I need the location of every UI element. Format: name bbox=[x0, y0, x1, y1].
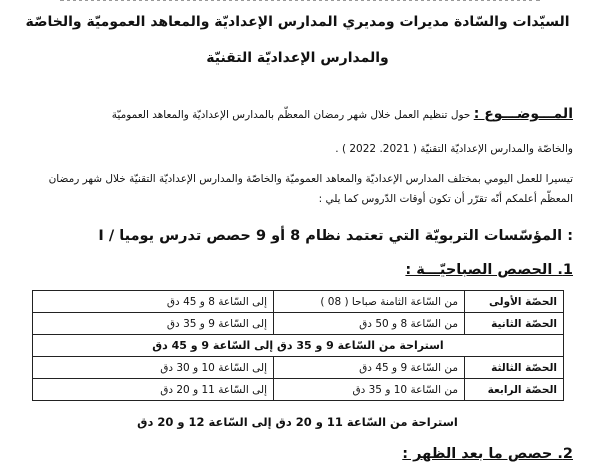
session-to: إلى السّاعة 11 و 20 دق bbox=[33, 379, 274, 401]
morning-title: 1. الحصص الصباحيّـــة : bbox=[405, 262, 573, 278]
intro-line-1: تيسيرا للعمل اليومي بمختلف المدارس الإعداديّة والمعاهد العموميّة والخاصّة والمدارس الإعداديّة التقنيّة خلال شهر رمضان bbox=[48, 173, 573, 185]
session-from: من السّاعة 10 و 35 دق bbox=[274, 379, 465, 401]
intro-line-2: المعظّم أعلمكم أنّه تقرّر أن تكون أوقات الدّروس كما يلي : bbox=[318, 193, 573, 205]
subject-paragraph bbox=[22, 106, 573, 122]
session-name: الحصّة الرابعة bbox=[465, 379, 564, 401]
table-row bbox=[33, 313, 564, 335]
session-name: الحصّة الأولى bbox=[465, 291, 564, 313]
table-row bbox=[33, 291, 564, 313]
session-from: من السّاعة 9 و 45 دق bbox=[274, 357, 465, 379]
morning-schedule-table bbox=[32, 290, 564, 401]
table-row-break bbox=[33, 335, 564, 357]
subject-line-1: حول تنظيم العمل خلال شهر رمضان المعظّم بالمدارس الإعداديّة والمعاهد العموميّة bbox=[111, 109, 471, 121]
clipped-top-text bbox=[60, 0, 540, 2]
table-row bbox=[33, 379, 564, 401]
section-1-title: I / المؤسّسات التربويّة التي تعتمد نظام 8 أو 9 حصص تدرس يوميا : bbox=[98, 228, 573, 244]
session-name: الحصّة الثالثة bbox=[465, 357, 564, 379]
session-to: إلى السّاعة 10 و 30 دق bbox=[33, 357, 274, 379]
afternoon-title: 2. حصص ما بعد الظهر : bbox=[402, 446, 573, 462]
session-from: من السّاعة 8 و 50 دق bbox=[274, 313, 465, 335]
addressee-line-2: والمدارس الإعداديّة التقنيّة bbox=[206, 50, 389, 66]
subject-line-2: والخاصّة والمدارس الإعداديّة التقنيّة ( 2021. 2022 ) . bbox=[335, 143, 573, 155]
session-from: من السّاعة الثامنة صباحا ( 08 ) bbox=[274, 291, 465, 313]
subject-label: المـــوضـــوع : bbox=[473, 106, 573, 122]
break-row: استراحة من السّاعة 9 و 35 دق إلى السّاعة 9 و 45 دق bbox=[33, 335, 564, 357]
session-to: إلى السّاعة 9 و 35 دق bbox=[33, 313, 274, 335]
addressee-line-1: السيّدات والسّادة مديرات ومديري المدارس الإعداديّة والمعاهد العموميّة والخاصّة bbox=[25, 14, 570, 30]
session-name: الحصّة الثانية bbox=[465, 313, 564, 335]
session-to: إلى السّاعة 8 و 45 دق bbox=[33, 291, 274, 313]
table-row bbox=[33, 357, 564, 379]
midday-break-text: استراحة من السّاعة 11 و 20 دق إلى السّاعة 12 و 20 دق bbox=[137, 415, 458, 429]
